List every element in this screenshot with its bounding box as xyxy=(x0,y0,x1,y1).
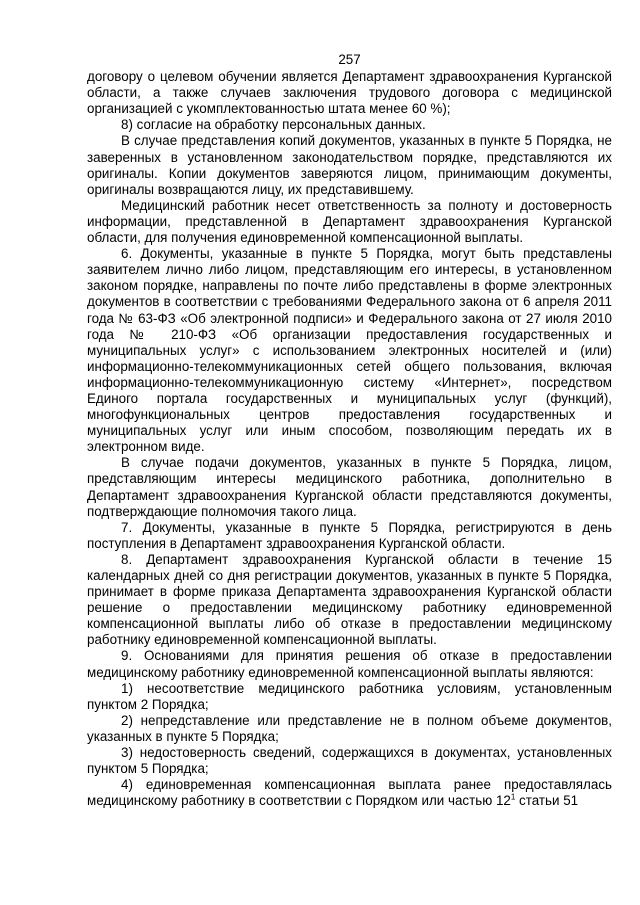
page-number: 257 xyxy=(338,52,361,67)
document-body xyxy=(87,69,612,777)
paragraph: 1) несоответствие медицинского работника условиям, установленным пунктом 2 Порядка; xyxy=(87,680,612,712)
paragraph-last-text: 4) единовременная компенсационная выплата ранее предоставлялась медицинскому работнику в соответствии с Порядком или частью 12 xyxy=(87,777,612,809)
paragraph: Медицинский работник несет ответственность за полноту и достоверность информации, представленной в Департамент здравоохранения Курганской области, для получения единовременной компенсационной выплаты. xyxy=(87,197,612,246)
paragraph: В случае подачи документов, указанных в пункте 5 Порядка, лицом, представляющим интересы медицинского работника, дополнительно в Департамент здравоохранения Курганской области представляются документы, подтверждающие полномочия такого лица. xyxy=(87,455,612,519)
paragraph: 3) недостоверность сведений, содержащихся в документах, установленных пунктом 5 Порядка; xyxy=(87,745,612,777)
paragraph-last-tail: статьи 51 xyxy=(515,793,579,809)
superscript: 1 xyxy=(510,792,516,802)
paragraph-last xyxy=(87,777,612,809)
paragraph: 8. Департамент здравоохранения Курганской области в течение 15 календарных дней со дня регистрации документов, указанных в пункте 5 Порядка, принимает в форме приказа Департамента здравоохранения Курганской области решение о предоставлении медицинскому работнику единовременной компенсационной выплаты либо об отказе в предоставлении медицинскому работнику единовременной компенсационной выплаты. xyxy=(87,551,612,648)
paragraph: 2) непредставление или представление не в полном объеме документов, указанных в пункте 5 Порядка; xyxy=(87,712,612,744)
paragraph: 6. Документы, указанные в пункте 5 Порядка, могут быть представлены заявителем лично либо лицом, представляющим его интересы, в установленном законом порядке, направлены по почте либо представлены в форме электронных документов в соответствии с требованиями Федерального закона от 6 апреля 2011 года № 63-ФЗ «Об электронной подписи» и Федерального закона от 27 июля 2010 года № 210-ФЗ «Об организации предоставления государственных и муниципальных услуг» с использованием электронных носителей и (или) информационно-телекоммуникационных сетей общего пользования, включая информационно-телекоммуникационную систему «Интернет», посредством Единого портала государственных и муниципальных услуг (функций), многофункциональных центров предоставления государственных и муниципальных услуг или иным способом, позволяющим передать их в электронном виде. xyxy=(87,246,612,455)
paragraph: В случае представления копий документов, указанных в пункте 5 Порядка, не заверенных в установленном законодательством порядке, представляются их оригиналы. Копии документов заверяются лицом, принимающим документы, оригиналы возвращаются лицу, их представившему. xyxy=(87,133,612,197)
paragraph: договору о целевом обучении является Департамент здравоохранения Курганской области, а также случаев заключения трудового договора с медицинской организацией с укомплектованностью штата менее 60 %); xyxy=(87,69,612,117)
paragraph: 9. Основаниями для принятия решения об отказе в предоставлении медицинскому работнику единовременной компенсационной выплаты являются: xyxy=(87,648,612,680)
paragraph: 8) согласие на обработку персональных данных. xyxy=(121,117,426,133)
document-page xyxy=(87,52,612,809)
paragraph: 7. Документы, указанные в пункте 5 Порядка, регистрируются в день поступления в Департамент здравоохранения Курганской области. xyxy=(87,519,612,551)
